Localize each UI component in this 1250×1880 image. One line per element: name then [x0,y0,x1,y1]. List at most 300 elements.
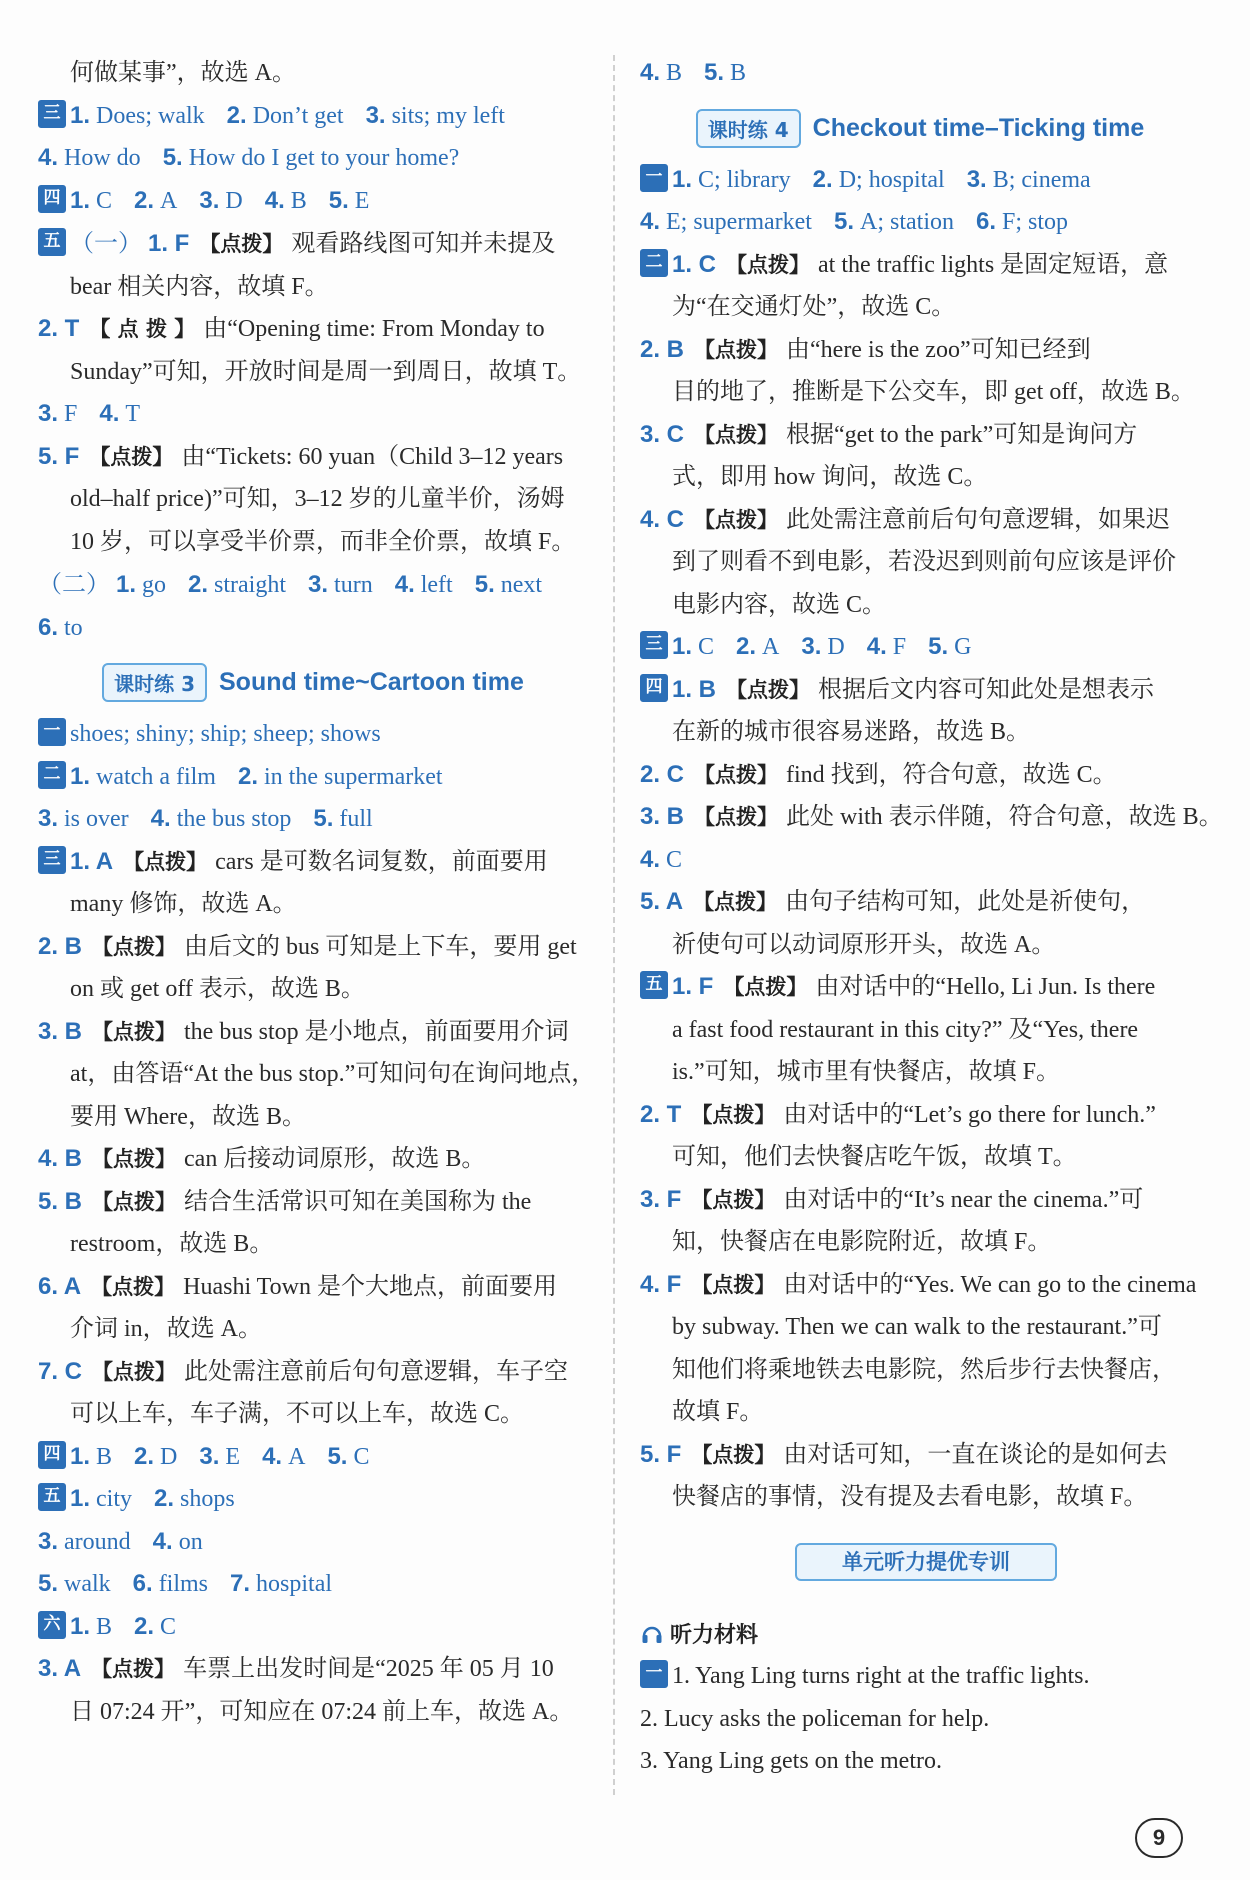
answer-text: at，由答语“At the bus stop.”可知问句在询问地点， [70,1061,596,1087]
answer-value: B [666,60,683,86]
answer-number: 3. [365,101,386,129]
answer-text: 故填 F。 [672,1399,764,1425]
answer-continuation [640,1221,1200,1264]
answer-number: 1. F [148,230,190,257]
answer-text: 知，快餐店在电影院附近，故填 F。 [672,1229,1052,1255]
lesson3-title: Sound time~Cartoon time [219,668,524,696]
answer-number: 4. F [640,1270,682,1298]
section-number-box [38,718,66,746]
answer-text: 电影内容，故选 C。 [672,591,887,618]
section-number: 一 [43,721,61,741]
listening-material-heading [640,1618,758,1649]
answer-value: How do I get to your home? [188,145,460,171]
sub-section-label: （一） [70,229,142,257]
lesson4-heading [640,109,1200,149]
hint-label: 【点拨】 [92,1019,177,1044]
answer-text: 由对话中的“Yes. We can go to the cinema [783,1271,1197,1298]
answer-number: 1. [672,633,693,660]
answer-continuation [38,521,588,564]
section-number: 三 [645,634,663,654]
answer-number: 4. [152,1527,173,1555]
answer-text: Sunday”可知，开放时间是周一到周日，故填 T。 [70,358,582,385]
answer-number: 6. [38,613,59,641]
answer-value: next [500,572,543,598]
section-number: 三 [43,848,61,869]
answer-number: 7. C [38,1357,83,1385]
answer-continuation [640,1476,1200,1519]
answer-line [640,414,1200,457]
answer-continuation [38,1308,588,1351]
answer-number: 3. [199,1442,220,1470]
answer-number: 1. [70,1442,91,1470]
answer-number: 5. F [640,1440,682,1468]
answer-line [640,1434,1200,1477]
page-number: 9 [1135,1818,1183,1858]
answer-text: 车票上出发时间是“2025 年 05 月 10 [183,1656,554,1682]
answer-number: 5. [327,1442,348,1470]
answer-text: 由“Opening time: From Monday to [203,316,545,342]
answer-number: 4. [150,805,171,832]
answer-line [38,1436,588,1479]
answer-value: straight [214,572,287,598]
answer-number: 5. [704,59,725,86]
answer-continuation [640,584,1200,627]
answer-text: 结合生活常识可知在美国称为 the [184,1188,532,1215]
answer-text: 根据后文内容可知此处是想表示 [818,676,1155,703]
listening-sentence: 2. Lucy asks the policeman for help. [640,1705,990,1732]
answer-number: 4. [99,400,120,427]
answer-line [640,52,1200,95]
answer-value: G [954,634,972,660]
answer-number: 5. [313,805,334,832]
answer-number: 2. T [38,315,80,342]
answer-line [640,1179,1200,1222]
section-number: 四 [43,187,61,208]
hint-label: 【点拨】 [694,762,779,787]
answer-line [38,308,588,351]
answer-line [38,393,588,436]
answer-line [640,1264,1200,1307]
answer-line [640,839,1200,882]
answer-number: 2. [154,1485,175,1512]
answer-line [38,1011,588,1054]
answer-number: 5. [928,633,949,660]
answer-continuation [38,1393,588,1436]
answer-number: 4. [264,186,285,214]
answer-number: 1. F [672,973,714,1000]
answer-line [640,881,1200,924]
answer-number: 3. B [38,1017,83,1045]
answer-line [640,244,1200,287]
answer-number: 2. [134,186,155,214]
answer-continuation [640,1391,1200,1434]
answer-line [640,669,1200,712]
answer-number: 3. C [640,420,685,448]
answer-text: 式，即用 how 询问，故选 C。 [672,464,988,490]
hint-label: 【点拨】 [691,1442,776,1467]
answer-value: F; stop [1002,209,1069,235]
answer-number: 2. T [640,1100,682,1128]
answer-line [640,1094,1200,1137]
section-number: 五 [645,974,663,994]
section-number-box [640,1660,668,1688]
section-number-box [640,249,668,277]
answer-number: 3. B [640,803,685,830]
answer-continuation [640,541,1200,584]
answer-line [640,329,1200,372]
answer-line [38,222,588,266]
answer-continuation [640,1009,1200,1052]
answer-text: old–half price)”可知，3–12 岁的儿童半价，汤姆 [70,486,565,512]
section-number: 二 [43,763,61,784]
answer-line [640,754,1200,797]
answer-number: 5. [38,1570,59,1597]
answer-value: is over [64,806,129,832]
left-answers-part2 [38,713,596,1733]
section-number: 四 [645,676,663,697]
answer-text: 由“here is the zoo”可知已经到 [786,336,1091,363]
hint-label: 【点拨】 [199,232,284,256]
answer-text: 此处需注意前后句句意逻辑，车子空 [184,1358,569,1385]
answer-value: B [730,60,747,86]
answer-text: restroom，故选 B。 [70,1231,274,1257]
section-number-box [640,674,668,702]
section-number: 一 [645,166,663,187]
hint-label: 【 点 拨 】 [89,317,196,341]
hint-label: 【点拨】 [694,805,779,829]
answer-value: T [125,401,141,427]
answer-value: C [666,846,683,873]
answer-number: 5. A [640,888,684,915]
answer-text: is.”可知，城市里有快餐店，故填 F。 [672,1059,1061,1085]
answer-text: 由对话中的“It’s near the cinema.”可 [783,1186,1144,1213]
answer-value: C; library [698,166,791,193]
answer-value: left [420,572,453,598]
answer-number: 4. [640,59,661,86]
hint-label: 【点拨】 [691,1187,776,1212]
answer-number: 1. [70,101,91,129]
answer-number: 1. [70,1485,91,1512]
answer-line [38,137,588,180]
answer-text: 目的地了，推断是下公交车，即 get off，故选 B。 [672,379,1195,405]
answer-text: by subway. Then we can walk to the restaurant.”可 [672,1314,1162,1340]
answer-number: 6. [975,208,996,235]
hint-label: 【点拨】 [726,252,811,277]
answer-value: D [160,1443,178,1470]
answer-number: 3. [966,165,987,193]
answer-number: 3. [801,633,822,660]
answer-value: D [225,187,243,214]
hint-label: 【点拨】 [694,422,779,447]
answer-text: 10 岁，可以享受半价票，而非全价票，故填 F。 [70,528,576,555]
answer-line [38,841,588,884]
answer-text: 此处 with 表示伴随，符合句意，故选 B。 [786,804,1223,830]
answer-value: C [698,634,715,660]
answer-number: 2. B [38,932,83,960]
answer-line [38,1606,588,1649]
answer-continuation [38,52,588,95]
answer-continuation [38,968,588,1011]
answer-line [38,95,588,138]
headphone-icon [640,1622,664,1646]
section-number-box [38,100,66,128]
answer-number: 3. [199,186,220,214]
answer-line [38,563,588,607]
hint-label: 【点拨】 [691,1102,776,1127]
answer-value: the bus stop [176,806,292,832]
answer-text: 祈使句可以动词原形开头，故选 A。 [672,931,1056,958]
right-answers [640,159,1223,1519]
answer-number: 3. [38,1527,59,1555]
answer-number: 1. B [672,675,717,703]
section-number-box [640,631,668,659]
answer-value: D; hospital [838,166,945,193]
answer-text: 观看路线图可知并未提及 [291,231,556,257]
answer-value: around [64,1528,131,1555]
answer-number: 2. B [640,335,685,363]
lesson3-tag: 课时练 3 [102,663,207,702]
listening-sentence: 3. Yang Ling gets on the metro. [640,1748,942,1774]
answer-value: E [225,1443,241,1470]
listening-material-item [640,1740,1200,1783]
answer-continuation [640,711,1200,754]
answer-value: C [96,187,113,214]
answer-value: shops [180,1486,235,1512]
hint-label: 【点拨】 [92,1147,177,1171]
answer-text: 何做某事”，故选 A。 [70,60,296,86]
answer-number: 2. [134,1612,155,1640]
answer-continuation [38,351,588,394]
answer-continuation [640,456,1200,499]
answer-number: 4. C [640,505,685,533]
listening-material-list [640,1655,1200,1783]
section-number-box [38,1441,66,1469]
answer-value: B [96,1613,113,1640]
answer-number: 3. [38,400,59,427]
section-number: 四 [43,1443,61,1464]
section-number-box [38,1611,66,1639]
hint-label: 【点拨】 [91,1657,176,1681]
answer-number: 1. [70,186,91,214]
listening-material-item [640,1698,1200,1741]
hint-label: 【点拨】 [92,934,177,959]
section-number: 三 [43,102,61,123]
answer-number: 3. [308,571,329,598]
left-column [38,52,596,1733]
answer-value: hospital [256,1571,333,1597]
answer-line [38,1351,588,1394]
answer-text: 由后文的 bus 可知是上下车，要用 get [184,933,577,960]
answer-number: 2. [226,101,247,129]
answer-value: full [339,806,373,832]
answer-text: cars 是可数名词复数，前面要用 [215,848,548,875]
answer-number: 5. [328,186,349,214]
answer-value: in the supermarket [263,763,443,790]
answer-value: films [158,1571,209,1597]
answer-number: 6. [132,1570,153,1597]
answer-value: on [178,1528,203,1555]
answer-value: B [290,187,307,214]
answer-number: 5. [162,144,183,171]
answer-text: 由对话中的“Hello, Li Jun. Is there [815,974,1156,1000]
answer-value: B; cinema [992,166,1091,193]
answer-text: at the traffic lights 是固定短语，意 [818,251,1169,278]
answer-value: C [353,1443,370,1470]
answer-continuation [640,1349,1200,1392]
answer-value: E [354,187,370,214]
answer-value: go [142,572,167,598]
answer-number: 2. [188,571,209,598]
answer-line [640,966,1200,1009]
answer-text: 知他们将乘地铁去电影院，然后步行去快餐店， [672,1356,1176,1383]
answer-number: 1. A [70,847,114,875]
answer-line [38,1181,588,1224]
answer-continuation [38,1096,588,1139]
answer-text: 日 07:24 开”，可知应在 07:24 前上车，故选 A。 [70,1698,574,1725]
answer-continuation [640,1306,1200,1349]
answer-number: 2. [237,762,258,790]
answer-line [640,626,1200,669]
left-answers-part1 [38,52,588,649]
answer-number: 4. [640,208,661,235]
answer-number: 2. C [640,760,685,788]
answer-number: 1. [672,165,693,193]
answer-text: 由句子结构可知，此处是祈使句， [785,889,1146,915]
answer-line [38,1521,588,1564]
section-number: 五 [43,1486,61,1506]
answer-text: 可知，他们去快餐店吃午饭，故填 T。 [672,1144,1077,1170]
answer-text: 到了则看不到电影，若没迟到则前句应该是评价 [672,549,1176,575]
answer-number: 7. [230,1570,251,1597]
answer-number: 5. F [38,442,80,470]
answer-value: E; supermarket [666,209,812,235]
answer-number: 4. [394,571,415,598]
answer-continuation [640,1136,1200,1179]
answer-continuation [38,1223,588,1266]
hint-label: 【点拨】 [726,677,811,702]
answer-line [38,1563,588,1606]
section-number-box [38,1483,66,1511]
answer-line [38,756,588,799]
listening-material-label: 听力材料 [670,1623,759,1648]
answer-text: 在新的城市很容易迷路，故选 B。 [672,719,1031,745]
answer-continuation [38,1053,596,1096]
answer-text: bear 相关内容，故填 F。 [70,273,329,300]
answer-number: 1. [116,571,137,598]
answer-text: 根据“get to the park”可知是询问方 [786,421,1138,448]
answer-value: turn [334,572,373,598]
answer-number: 4. [38,144,59,171]
answer-line [640,201,1200,244]
answer-text: on 或 get off 表示，故选 B。 [70,976,365,1002]
hint-label: 【点拨】 [694,337,779,362]
answer-line [38,1138,588,1181]
answer-value: How do [64,145,141,171]
answer-value: Don’t get [252,102,344,129]
answer-number: 1. [70,1612,91,1640]
answer-number: 2. [736,633,757,660]
answer-line [38,1266,588,1309]
answer-continuation [38,478,588,521]
answer-text: 由“Tickets: 60 yuan（Child 3–12 years [181,443,564,470]
answer-number: 1. [70,762,91,790]
lesson3-heading [38,663,588,703]
answer-line [640,499,1200,542]
answer-text: many 修饰，故选 A。 [70,891,297,917]
answer-value: city [96,1486,133,1512]
answer-value: Does; walk [96,102,205,129]
answer-value: A [160,187,178,214]
answer-line [38,436,588,479]
answer-text: 要用 Where，故选 B。 [70,1103,306,1130]
column-divider [613,55,615,1795]
section-number-box [640,971,668,999]
answer-line [38,798,588,841]
answer-continuation [38,1691,588,1734]
section-number: 一 [645,1663,663,1683]
answer-number: 4. [262,1442,283,1470]
section-number-box [38,761,66,789]
section-number-box [38,228,66,256]
section-number: 六 [43,1613,61,1634]
answer-value: A [288,1443,306,1470]
answer-continuation [38,883,588,926]
answer-number: 2. [134,1442,155,1470]
answer-number: 5. [474,571,495,598]
answer-number: 4. [866,633,887,660]
answer-text: 可以上车，车子满，不可以上车，故选 C。 [70,1401,525,1427]
right-column [640,52,1223,1519]
answer-value: C [160,1613,177,1640]
answer-number: 3. A [38,1655,82,1682]
listening-special-tag: 单元听力提优专训 [795,1543,1057,1581]
answer-text: 由对话可知，一直在谈论的是如何去 [783,1441,1168,1468]
answer-value: A [762,634,780,660]
answer-text: Huashi Town 是个大地点，前面要用 [183,1273,557,1300]
answer-continuation [640,371,1200,414]
lesson4-tag: 课时练 4 [696,109,801,148]
hint-label: 【点拨】 [92,1359,177,1384]
answer-text: a fast food restaurant in this city?” 及“Yes, there [672,1016,1139,1043]
section-number-box [640,164,668,192]
answer-value: to [64,614,83,641]
listening-material-item [640,1655,1200,1698]
sub-section-label: （二） [38,570,110,598]
answer-number: 4. [640,845,661,873]
answer-line [640,796,1223,839]
answer-text: the bus stop 是小地点，前面要用介词 [184,1018,569,1045]
answer-continuation [640,924,1200,967]
hint-label: 【点拨】 [92,1189,177,1214]
answer-number: 5. [833,208,854,235]
answer-text: 由对话中的“Let’s go there for lunch.” [783,1101,1156,1128]
answer-line [38,180,588,223]
answer-line [38,607,588,650]
section-number: 二 [645,251,663,272]
answer-text: shoes; shiny; ship; sheep; shows [70,721,381,747]
answer-number: 4. B [38,1145,83,1172]
answer-line [38,926,588,969]
hint-label: 【点拨】 [693,890,778,914]
hint-label: 【点拨】 [123,849,208,874]
section-number-box [38,846,66,874]
answer-text: 介词 in，故选 A。 [70,1316,262,1342]
answer-value: F [64,401,78,427]
answer-value: D [827,634,845,660]
answer-text: 快餐店的事情，没有提及去看电影，故填 F。 [672,1484,1148,1510]
answer-text: 此处需注意前后句句意逻辑，如果迟 [786,506,1171,533]
hint-label: 【点拨】 [723,975,808,999]
